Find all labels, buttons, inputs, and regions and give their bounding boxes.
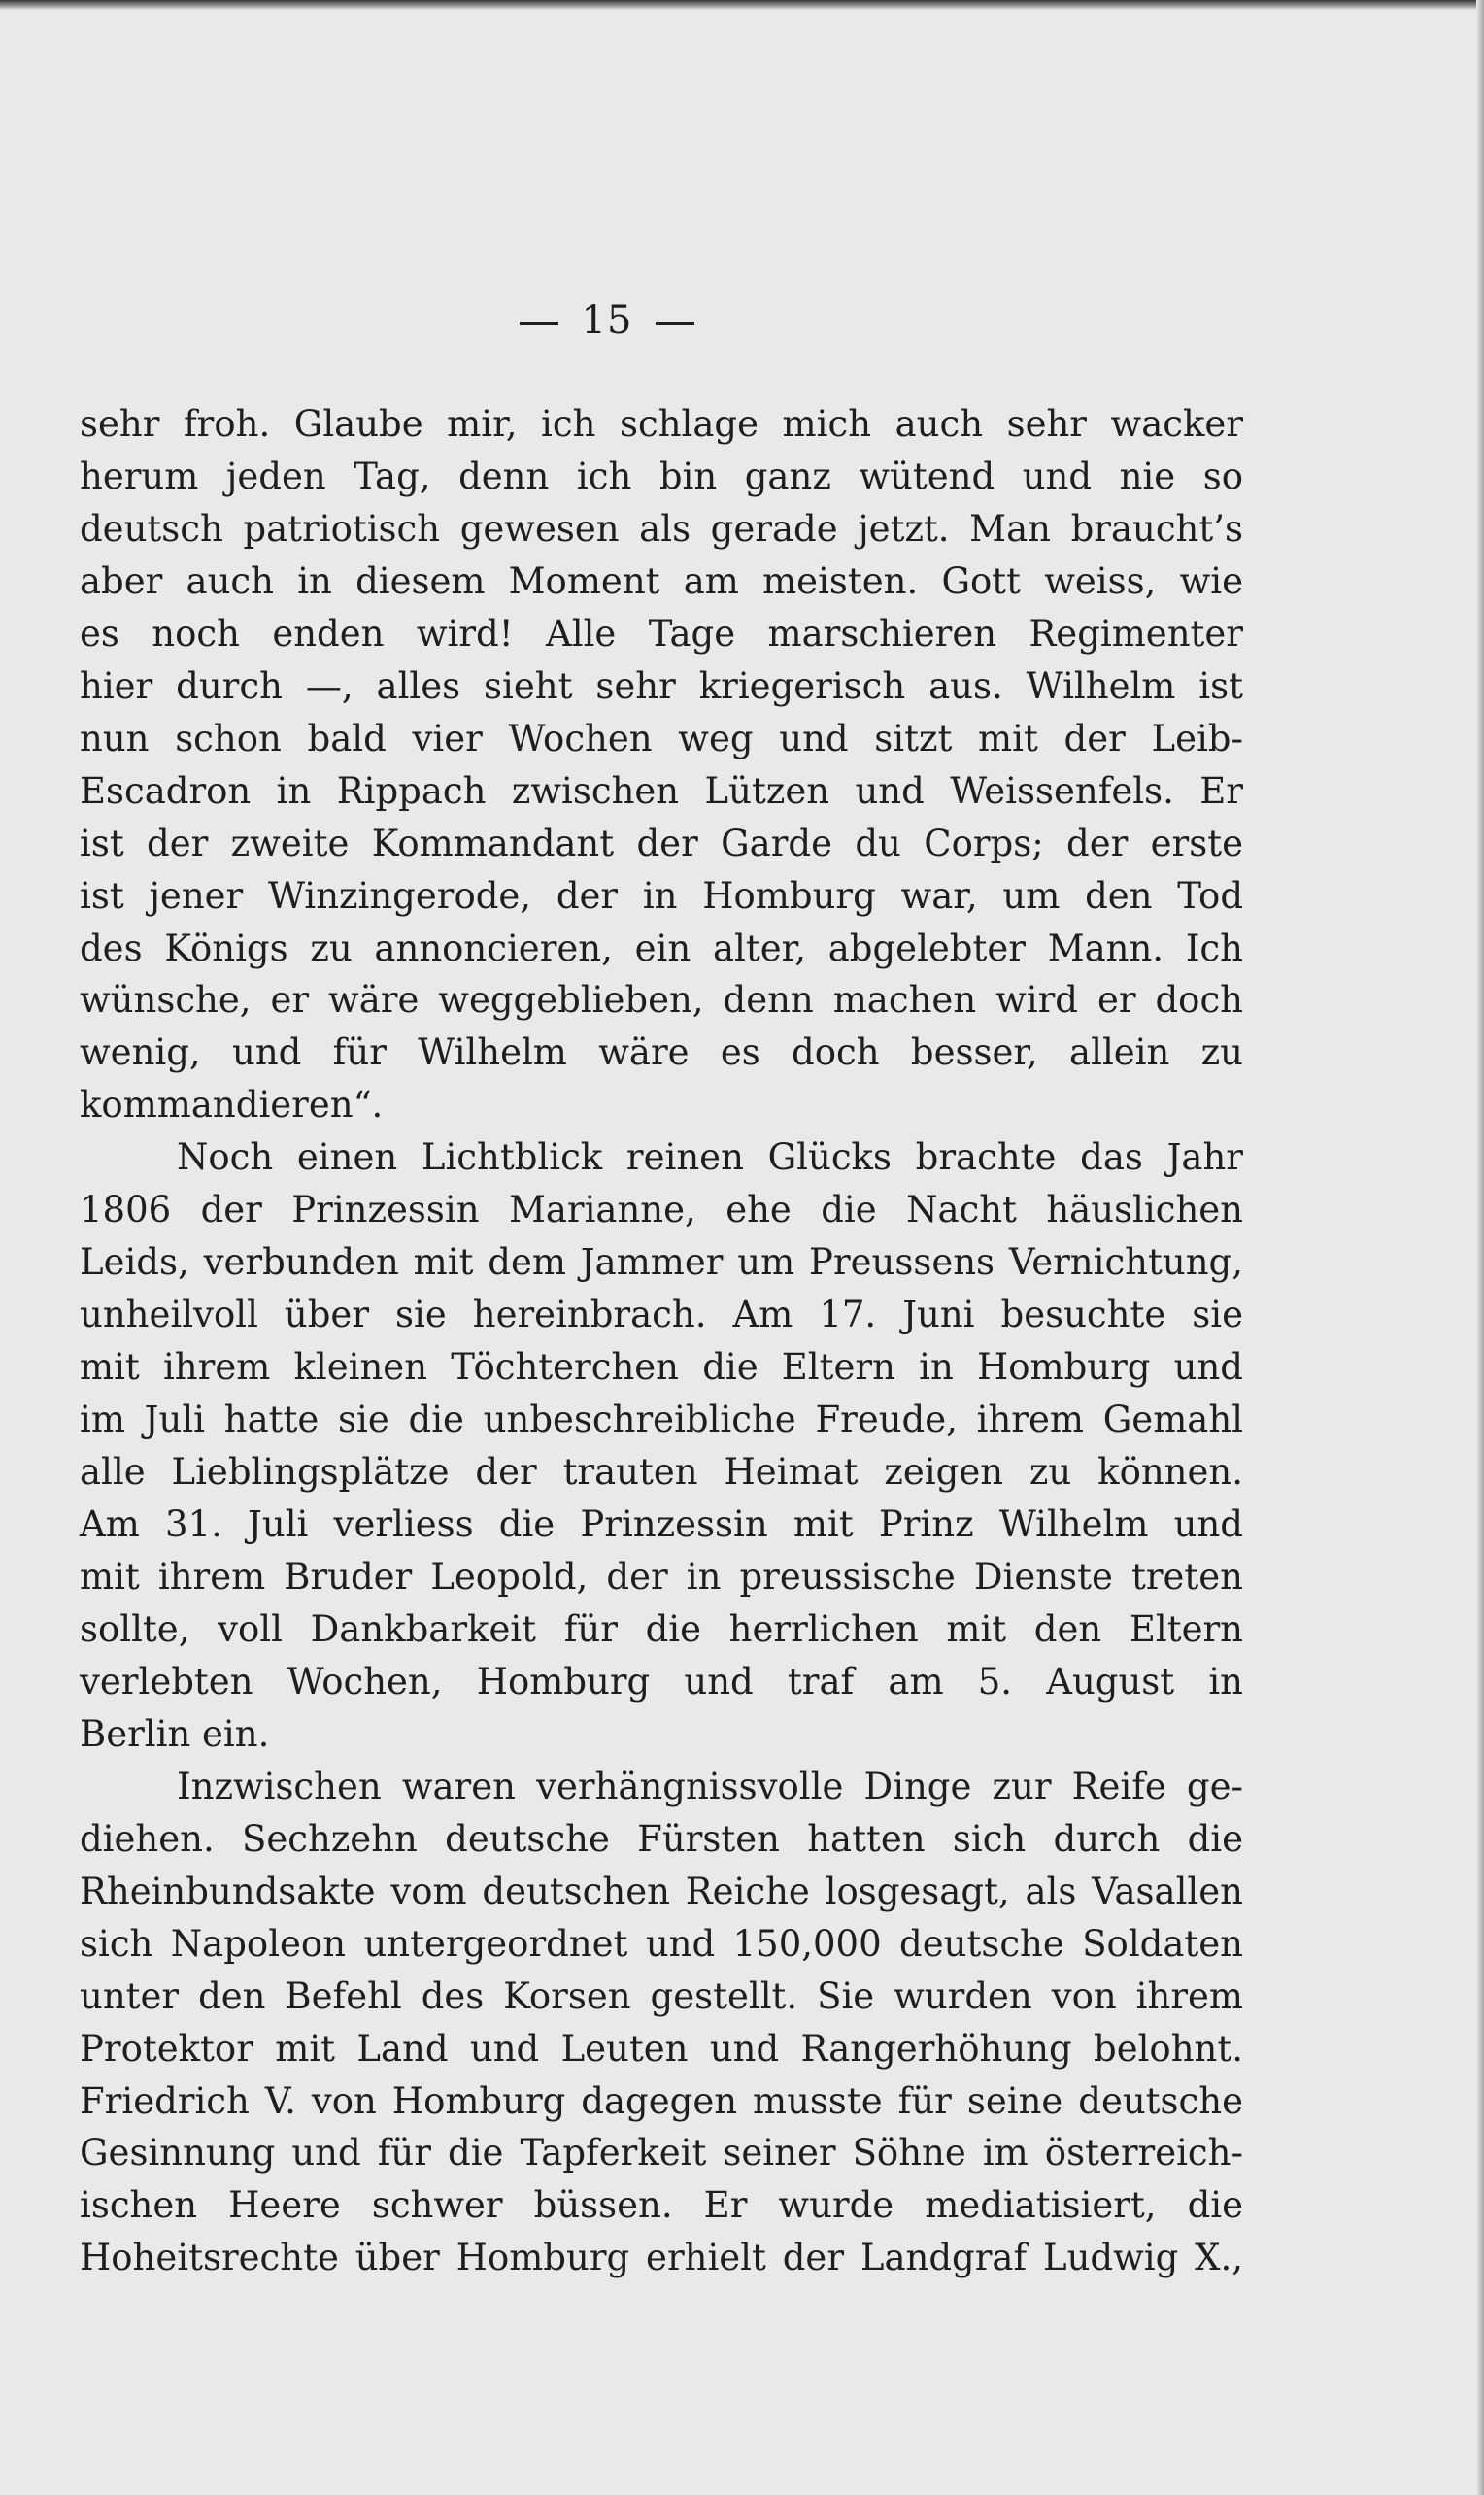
text-line: Noch einen Lichtblick reinen Glücks brachte das Jahr xyxy=(177,1136,1243,1179)
text-line: Escadron in Rippach zwischen Lützen und Weissenfels. Er xyxy=(80,769,1243,812)
page-number xyxy=(0,289,1214,352)
paragraph xyxy=(80,1131,1243,1760)
body-text xyxy=(80,398,1243,2284)
text-line: Friedrich V. von Homburg dagegen musste für seine deutsche xyxy=(80,2079,1243,2122)
text-line: Protektor mit Land und Leuten und Rangerhöhung belohnt. xyxy=(80,2027,1243,2070)
text-line: Gesinnung und für die Tapferkeit seiner Söhne im österreich- xyxy=(80,2132,1243,2175)
text-line: aber auch in diesem Moment am meisten. Gott weiss, wie xyxy=(80,559,1243,602)
text-line: herum jeden Tag, denn ich bin ganz wütend und nie so xyxy=(80,455,1243,497)
text-line: Inzwischen waren verhängnissvolle Dinge zur Reife ge- xyxy=(177,1765,1243,1807)
text-line: Rheinbundsakte vom deutschen Reiche losgesagt, als Vasallen xyxy=(80,1870,1243,1912)
text-line: nun schon bald vier Wochen weg und sitzt mit der Leib- xyxy=(80,717,1243,759)
text-line: es noch enden wird! Alle Tage marschieren Regimenter xyxy=(80,612,1243,655)
text-line: deutsch patriotisch gewesen als gerade jetzt. Man braucht’s xyxy=(80,507,1243,550)
paragraph xyxy=(80,1761,1243,2285)
text-line: ist jener Winzingerode, der in Homburg war, um den Tod xyxy=(80,874,1243,917)
page-number-value: 15 xyxy=(581,298,633,343)
text-line: alle Lieblingsplätze der trauten Heimat zeigen zu können. xyxy=(80,1451,1243,1494)
scan-top-edge xyxy=(0,0,1484,10)
text-line: unheilvoll über sie hereinbrach. Am 17. Juni besuchte sie xyxy=(80,1294,1243,1336)
text-line: diehen. Sechzehn deutsche Fürsten hatten sich durch die xyxy=(80,1817,1243,1860)
text-line: Hoheitsrechte über Homburg erhielt der Landgraf Ludwig X., xyxy=(80,2237,1243,2279)
text-line: wünsche, er wäre weggeblieben, denn machen wird er doch xyxy=(80,979,1243,1022)
text-line: verlebten Wochen, Homburg und traf am 5. August in xyxy=(80,1660,1243,1703)
text-line: mit ihrem Bruder Leopold, der in preussische Dienste treten xyxy=(80,1555,1243,1598)
text-line: im Juli hatte sie die unbeschreibliche Freude, ihrem Gemahl xyxy=(80,1399,1243,1441)
text-line: unter den Befehl des Korsen gestellt. Sie wurden von ihrem xyxy=(80,1974,1243,2017)
text-line: 1806 der Prinzessin Marianne, ehe die Nacht häuslichen xyxy=(80,1189,1243,1231)
text-line: sich Napoleon untergeordnet und 150,000 deutsche Soldaten xyxy=(80,1922,1243,1965)
text-line: Leids, verbunden mit dem Jammer um Preussens Vernichtung, xyxy=(80,1241,1243,1284)
text-line: ischen Heere schwer büssen. Er wurde mediatisiert, die xyxy=(80,2184,1243,2227)
text-line: Am 31. Juli verliess die Prinzessin mit Prinz Wilhelm und xyxy=(80,1503,1243,1546)
page-number-dash-left xyxy=(520,322,558,325)
text-line: Berlin ein. xyxy=(80,1712,270,1755)
text-line: mit ihrem kleinen Töchterchen die Eltern in Homburg und xyxy=(80,1346,1243,1389)
text-line: hier durch —, alles sieht sehr kriegerisch aus. Wilhelm ist xyxy=(80,664,1243,707)
text-line: wenig, und für Wilhelm wäre es doch besser, allein zu xyxy=(80,1031,1243,1074)
text-line: sollte, voll Dankbarkeit für die herrlichen mit den Eltern xyxy=(80,1607,1243,1650)
paragraph xyxy=(80,398,1243,1131)
text-line: des Königs zu annoncieren, ein alter, abgelebter Mann. Ich xyxy=(80,927,1243,969)
scan-right-edge xyxy=(1476,0,1484,2495)
text-line: sehr froh. Glaube mir, ich schlage mich auch sehr wacker xyxy=(80,403,1243,445)
text-line: ist der zweite Kommandant der Garde du Corps; der erste xyxy=(80,822,1243,864)
text-line: kommandieren“. xyxy=(80,1084,384,1127)
page-number-dash-right xyxy=(656,322,694,325)
